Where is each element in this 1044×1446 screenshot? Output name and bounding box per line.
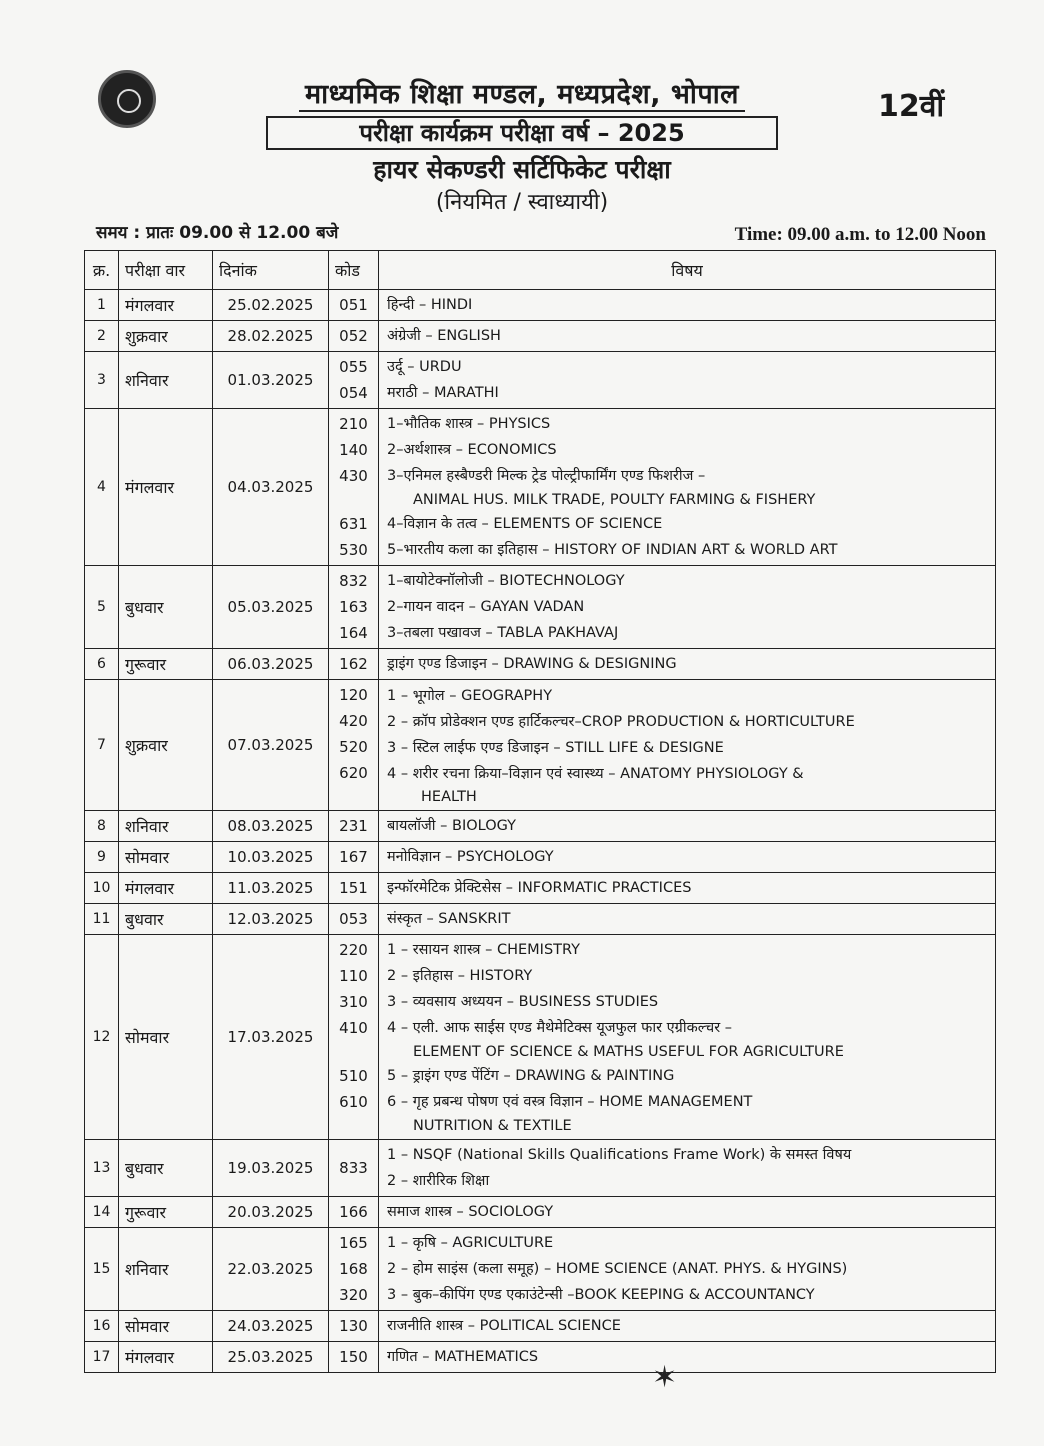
row-day: सोमवार [119,842,213,873]
table-row [85,873,996,904]
row-serial: 15 [85,1228,119,1311]
row-codes [329,566,379,649]
row-subjects [379,409,996,566]
subject-name: 3 – व्यवसाय अध्ययन – BUSINESS STUDIES [387,994,659,1010]
exam-schedule-title: परीक्षा कार्यक्रम परीक्षा वर्ष – 2025 [266,116,778,150]
subject-code: 620 [339,764,368,782]
row-codes [329,935,379,1140]
subject-name: समाज शास्त्र – SOCIOLOGY [387,1204,554,1220]
row-subjects [379,290,996,321]
subject-name: 2–गायन वादन – GAYAN VADAN [387,599,585,615]
subject-code: 310 [339,993,368,1011]
table-row [85,1342,996,1373]
table-row [85,1197,996,1228]
table-row [85,811,996,842]
subject-name: 3–तबला पखावज – TABLA PAKHAVAJ [387,625,619,641]
subject-code: 520 [339,738,368,756]
subject-name: उर्दू – URDU [387,359,462,375]
row-codes [329,352,379,409]
subject-code: 140 [339,441,368,459]
subject-code: 210 [339,415,368,433]
subject-name: 2 – इतिहास – HISTORY [387,968,533,984]
row-subjects [379,352,996,409]
row-date: 20.03.2025 [213,1197,329,1228]
row-day: मंगलवार [119,290,213,321]
row-date: 06.03.2025 [213,649,329,680]
subject-name: हिन्दी – HINDI [387,297,473,313]
subject-code: 167 [339,848,368,866]
subject-code: 150 [339,1348,368,1366]
subject-code: 320 [339,1286,368,1304]
subject-name: 5–भारतीय कला का इतिहास – HISTORY OF INDIAN ART & WORLD ART [387,542,838,558]
subject-code: 420 [339,712,368,730]
subject-code: 120 [339,686,368,704]
row-subjects [379,873,996,904]
row-date: 08.03.2025 [213,811,329,842]
subject-name: ANIMAL HUS. MILK TRADE, POULTY FARMING & FISHERY [413,492,816,508]
row-date: 05.03.2025 [213,566,329,649]
subject-code: 053 [339,910,368,928]
subject-code: 165 [339,1234,368,1252]
table-row [85,904,996,935]
row-day: गुरूवार [119,1197,213,1228]
row-codes [329,873,379,904]
subject-code: 530 [339,541,368,559]
time-hindi: समय : प्रातः 09.00 से 12.00 बजे [96,223,339,243]
row-date: 24.03.2025 [213,1311,329,1342]
subject-name: 4–विज्ञान के तत्व – ELEMENTS OF SCIENCE [387,516,663,532]
row-subjects [379,1197,996,1228]
row-subjects [379,1311,996,1342]
row-subjects [379,1342,996,1373]
row-serial: 13 [85,1140,119,1197]
subject-code: 130 [339,1317,368,1335]
subject-code [331,786,376,808]
row-day: शनिवार [119,352,213,409]
subject-name: HEALTH [421,789,477,805]
row-subjects [379,842,996,873]
subject-code [331,1041,376,1063]
row-codes [329,649,379,680]
row-serial: 2 [85,321,119,352]
row-subjects [379,680,996,811]
subject-name: 3 – बुक–कीपिंग एण्ड एकाउंटेन्सी –BOOK KEEPING & ACCOUNTANCY [387,1287,815,1303]
subject-name: 1–भौतिक शास्त्र – PHYSICS [387,416,551,432]
row-serial: 11 [85,904,119,935]
row-day: बुधवार [119,904,213,935]
row-date: 22.03.2025 [213,1228,329,1311]
row-date: 04.03.2025 [213,409,329,566]
subject-code: 166 [339,1203,368,1221]
subject-name: ड्राइंग एण्ड डिजाइन – DRAWING & DESIGNING [387,656,677,672]
row-day: गुरूवार [119,649,213,680]
table-row [85,409,996,566]
subject-name: 1 – NSQF (National Skills Qualifications Frame Work) के समस्त विषय [387,1147,852,1163]
row-date: 25.03.2025 [213,1342,329,1373]
row-codes [329,811,379,842]
subject-code: 052 [339,327,368,345]
row-codes [329,680,379,811]
subject-name: 2–अर्थशास्त्र – ECONOMICS [387,442,557,458]
signature-mark: ✶ [652,1360,678,1395]
header-subject: विषय [379,251,996,290]
row-day: सोमवार [119,1311,213,1342]
row-date: 10.03.2025 [213,842,329,873]
header-date: दिनांक [213,251,329,290]
row-serial: 4 [85,409,119,566]
subject-name: 5 – ड्राइंग एण्ड पेंटिंग – DRAWING & PAINTING [387,1068,675,1084]
row-codes [329,1197,379,1228]
subject-name: 4 – शरीर रचना क्रिया–विज्ञान एवं स्वास्थ्य – ANATOMY PHYSIOLOGY & [387,766,804,782]
time-english: Time: 09.00 a.m. to 12.00 Noon [734,224,986,245]
row-serial: 10 [85,873,119,904]
subject-name: 2 – शारीरिक शिक्षा [387,1173,490,1189]
row-date: 01.03.2025 [213,352,329,409]
subject-name: बायलॉजी – BIOLOGY [387,818,516,834]
subject-code: 430 [339,467,368,485]
subject-code: 051 [339,296,368,314]
row-date: 19.03.2025 [213,1140,329,1197]
row-day: मंगलवार [119,409,213,566]
subject-code: 055 [339,358,368,376]
subject-code: 631 [339,515,368,533]
row-codes [329,842,379,873]
subject-name: 3 – स्टिल लाईफ एण्ड डिजाइन – STILL LIFE & DESIGNE [387,740,724,756]
row-subjects [379,649,996,680]
header-day: परीक्षा वार [119,251,213,290]
row-subjects [379,1140,996,1197]
board-title: माध्यमिक शिक्षा मण्डल, मध्यप्रदेश, भोपाल [0,74,1044,111]
row-serial: 5 [85,566,119,649]
table-row [85,649,996,680]
row-codes [329,1140,379,1197]
table-row [85,1228,996,1311]
table-row [85,321,996,352]
exam-type: (नियमित / स्वाध्यायी) [435,190,609,215]
row-subjects [379,566,996,649]
row-date: 12.03.2025 [213,904,329,935]
subject-name: 1 – कृषि – AGRICULTURE [387,1235,554,1251]
row-day: शनिवार [119,811,213,842]
table-row [85,290,996,321]
row-day: शुक्रवार [119,321,213,352]
row-serial: 6 [85,649,119,680]
row-codes [329,904,379,935]
row-subjects [379,904,996,935]
subject-name: NUTRITION & TEXTILE [413,1118,572,1134]
exam-name: हायर सेकण्डरी सर्टिफिकेट परीक्षा [373,155,671,184]
row-subjects [379,1228,996,1311]
row-serial: 3 [85,352,119,409]
row-codes [329,1342,379,1373]
subject-name: अंग्रेजी – ENGLISH [387,328,501,344]
row-serial: 1 [85,290,119,321]
row-date: 25.02.2025 [213,290,329,321]
row-subjects [379,321,996,352]
subject-code: 151 [339,879,368,897]
row-date: 11.03.2025 [213,873,329,904]
row-codes [329,409,379,566]
row-codes [329,1311,379,1342]
subject-name: मराठी – MARATHI [387,385,499,401]
subject-name: गणित – MATHEMATICS [387,1349,539,1365]
subject-code: 510 [339,1067,368,1085]
table-header-row [85,251,996,290]
table-row [85,842,996,873]
row-subjects [379,811,996,842]
row-date: 17.03.2025 [213,935,329,1140]
row-codes [329,321,379,352]
subject-name: 2 – क्रॉप प्रोडेक्शन एण्ड हार्टिकल्चर–CROP PRODUCTION & HORTICULTURE [387,714,855,730]
class-tag: 12वीं [878,89,945,124]
subject-name: 6 – गृह प्रबन्ध पोषण एवं वस्त्र विज्ञान – HOME MANAGEMENT [387,1094,753,1110]
subject-code: 833 [339,1159,368,1177]
subject-code [331,1115,376,1137]
row-day: शुक्रवार [119,680,213,811]
subject-code: 110 [339,967,368,985]
subject-name: राजनीति शास्त्र – POLITICAL SCIENCE [387,1318,621,1334]
row-day: मंगलवार [119,873,213,904]
row-serial: 17 [85,1342,119,1373]
subject-name: संस्कृत – SANSKRIT [387,911,511,927]
subject-code: 164 [339,624,368,642]
subject-name: 3–एनिमल हस्बैण्डरी मिल्क ट्रेड पोल्ट्रीफार्मिंग एण्ड फिशरीज – [387,468,706,484]
table-row [85,935,996,1140]
row-codes [329,1228,379,1311]
subject-code: 054 [339,384,368,402]
row-day: बुधवार [119,1140,213,1197]
row-serial: 16 [85,1311,119,1342]
table-body [85,290,996,1373]
table-row [85,1140,996,1197]
table-row [85,1311,996,1342]
subject-code: 163 [339,598,368,616]
row-serial: 12 [85,935,119,1140]
row-serial: 8 [85,811,119,842]
header-code: कोड [329,251,379,290]
subject-code: 162 [339,655,368,673]
subject-name: 1 – रसायन शास्त्र – CHEMISTRY [387,942,581,958]
row-serial: 14 [85,1197,119,1228]
subject-name: 1–बायोटेक्नॉलोजी – BIOTECHNOLOGY [387,573,625,589]
subject-name: 2 – होम साइंस (कला समूह) – HOME SCIENCE (ANAT. PHYS. & HYGINS) [387,1261,848,1277]
row-date: 07.03.2025 [213,680,329,811]
row-day: मंगलवार [119,1342,213,1373]
subject-name: ELEMENT OF SCIENCE & MATHS USEFUL FOR AGRICULTURE [413,1044,844,1060]
exam-timetable [84,250,996,1373]
row-date: 28.02.2025 [213,321,329,352]
table-row [85,566,996,649]
row-day: बुधवार [119,566,213,649]
subject-code: 231 [339,817,368,835]
row-day: सोमवार [119,935,213,1140]
subject-code: 832 [339,572,368,590]
subject-code: 610 [339,1093,368,1111]
row-serial: 9 [85,842,119,873]
header-serial: क्र. [85,251,119,290]
subject-name: 1 – भूगोल – GEOGRAPHY [387,688,553,704]
subject-code [331,489,376,511]
row-subjects [379,935,996,1140]
table-row [85,680,996,811]
row-day: शनिवार [119,1228,213,1311]
subject-code: 410 [339,1019,368,1037]
subject-name: मनोविज्ञान – PSYCHOLOGY [387,849,554,865]
subject-name: इन्फॉरमेटिक प्रेक्टिसेस – INFORMATIC PRACTICES [387,880,692,896]
subject-name: 4 – एली. आफ साईस एण्ड मैथेमेटिक्स यूजफुल फार एग्रीकल्चर – [387,1020,732,1036]
row-serial: 7 [85,680,119,811]
subject-code: 168 [339,1260,368,1278]
table-row [85,352,996,409]
subject-code: 220 [339,941,368,959]
row-codes [329,290,379,321]
